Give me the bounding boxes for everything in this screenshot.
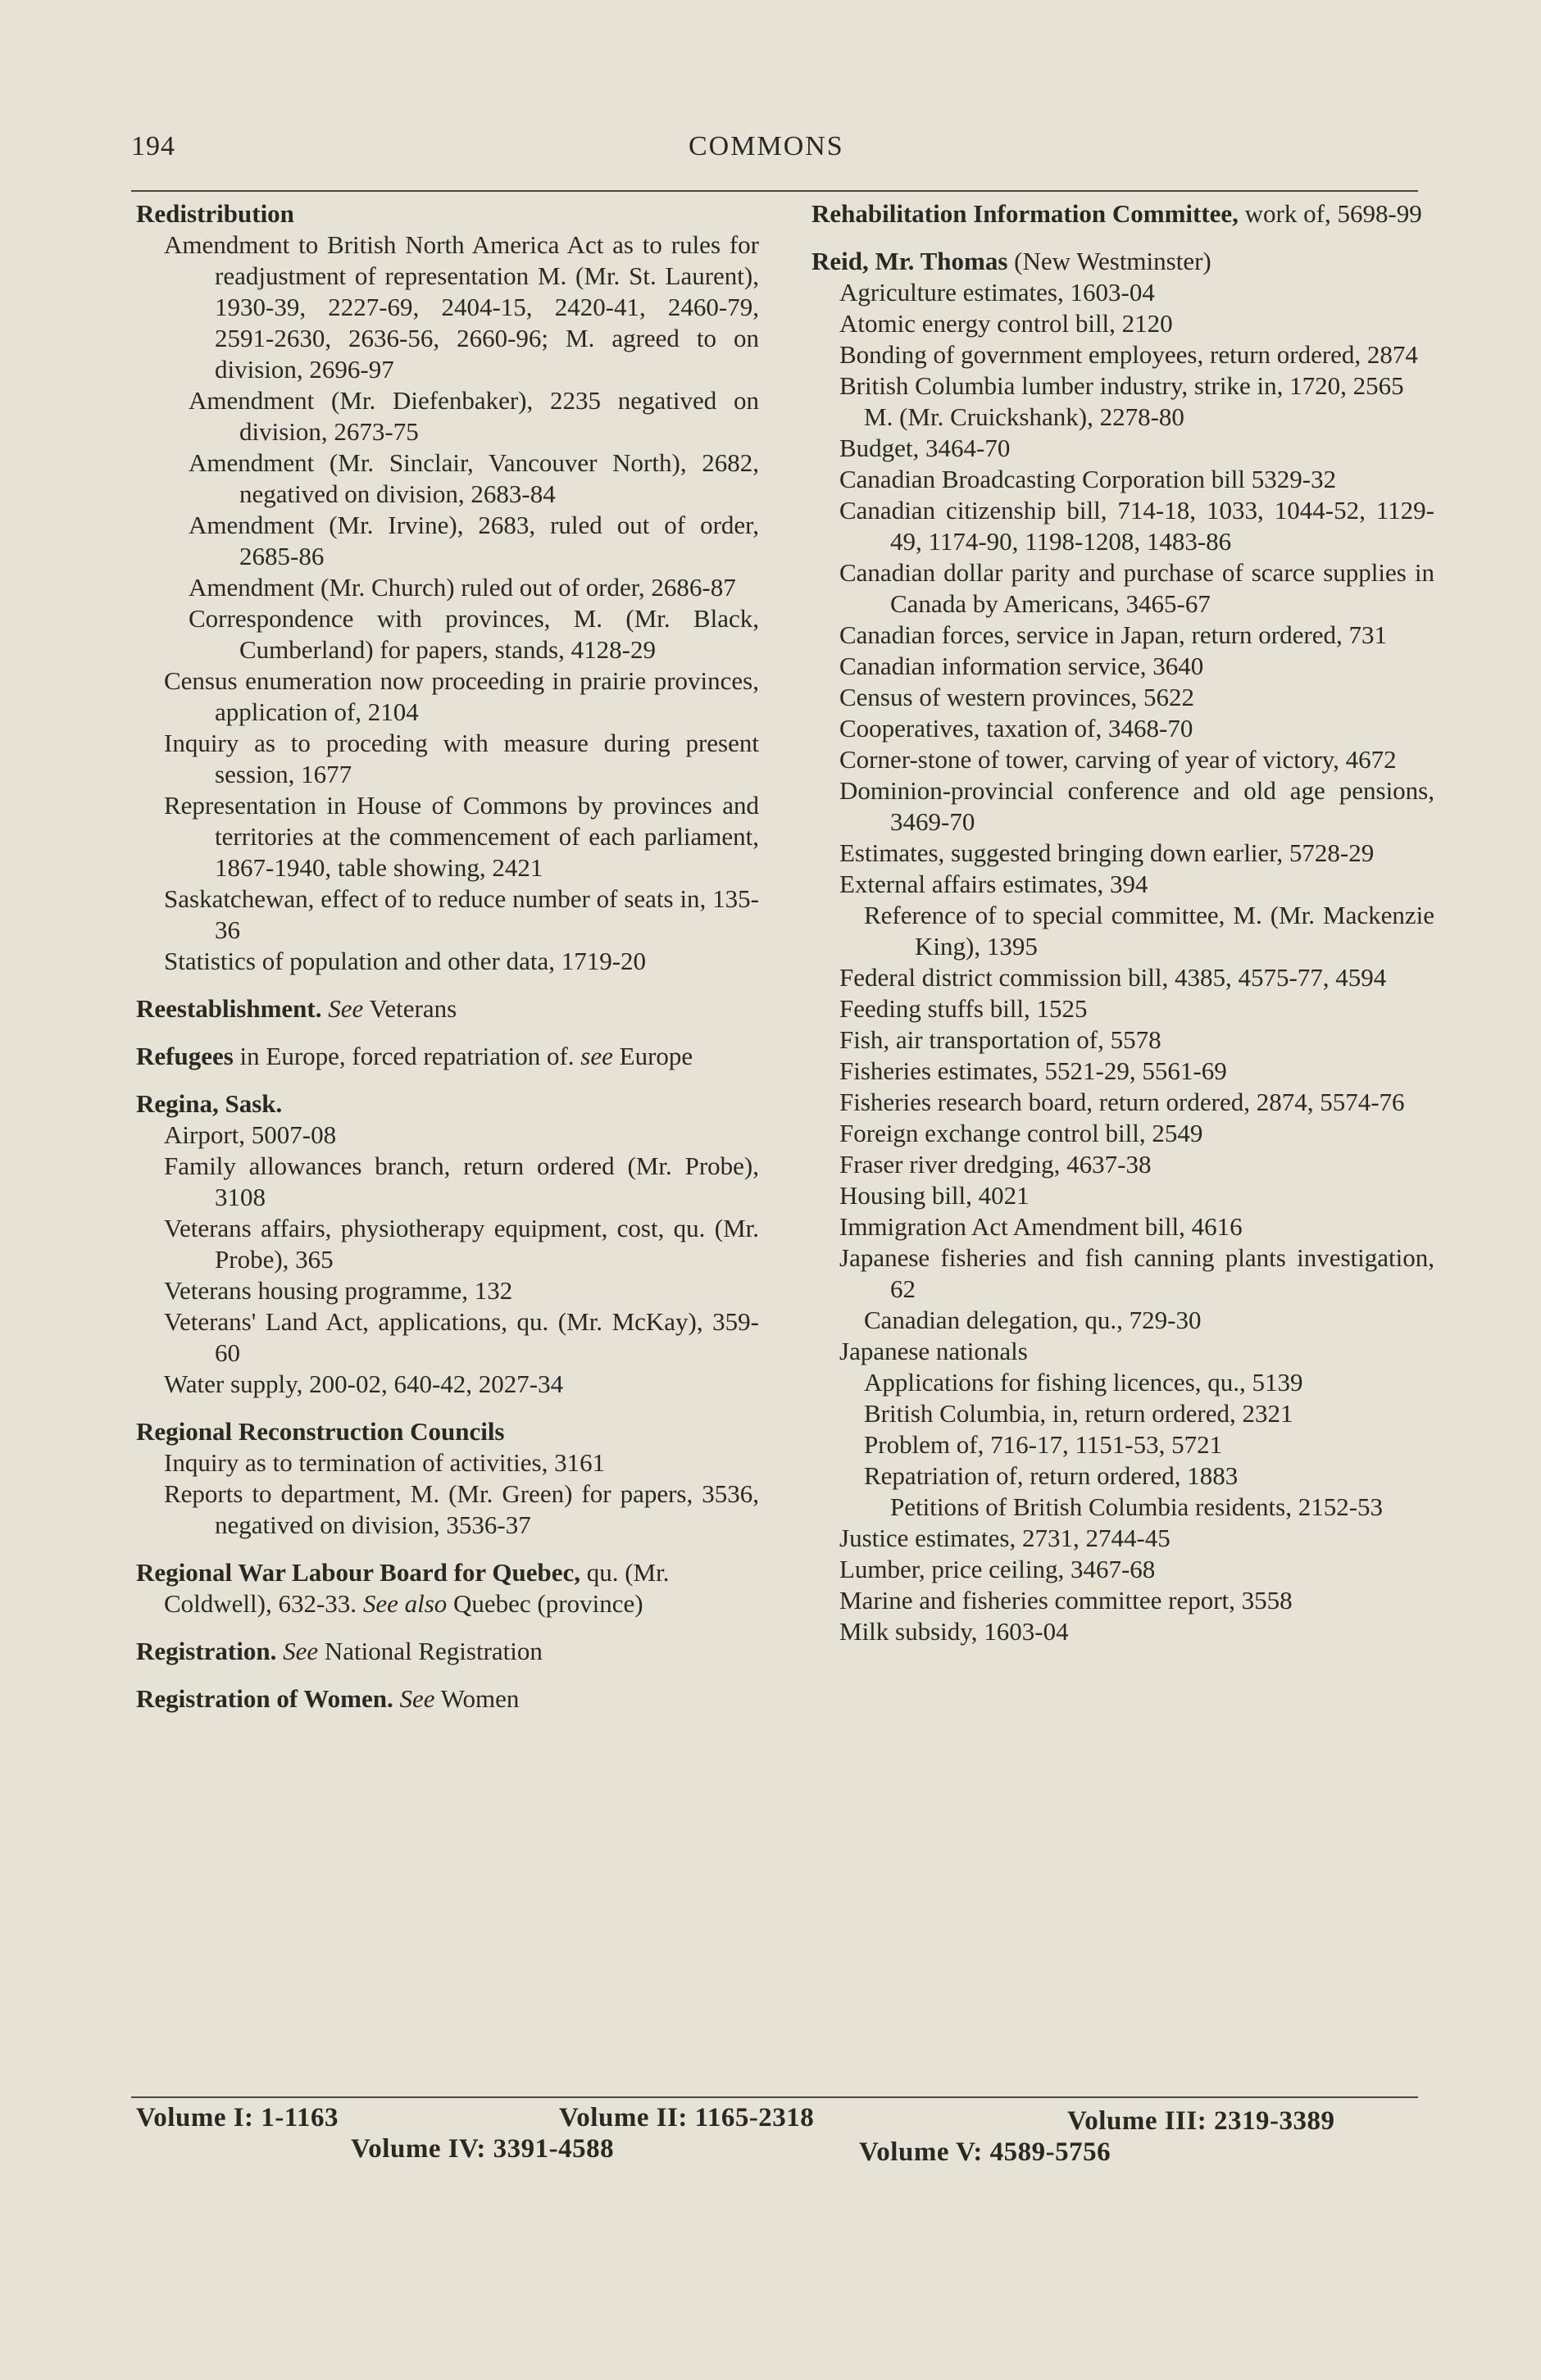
subentry: Canadian citizenship bill, 714-18, 1033, 1044-52, 1129-49, 1174-90, 1198-1208, 1483-86: [839, 496, 1434, 556]
subentry: M. (Mr. Cruickshank), 2278-80: [864, 402, 1184, 431]
subentry: Reference of to special committee, M. (Mr. Mackenzie King), 1395: [864, 901, 1434, 961]
entry-heading: [136, 1636, 759, 1667]
entry-heading: [136, 1557, 759, 1619]
entry-heading-term: Regional War Labour Board for Quebec,: [136, 1558, 580, 1587]
subentry: Agriculture estimates, 1603-04: [839, 278, 1155, 307]
subentry: Canadian Broadcasting Corporation bill 5329-32: [839, 465, 1337, 493]
subentry: Marine and fisheries committee report, 3558: [839, 1586, 1293, 1615]
subentry: Canadian delegation, qu., 729-30: [864, 1306, 1202, 1334]
subentry: Family allowances branch, return ordered (Mr. Probe), 3108: [164, 1151, 759, 1211]
subentry: Veterans affairs, physiotherapy equipment, cost, qu. (Mr. Probe), 365: [164, 1214, 759, 1274]
entry-heading: [811, 198, 1434, 229]
subentry: Canadian dollar parity and purchase of scarce supplies in Canada by Americans, 3465-67: [839, 558, 1434, 618]
subentry: British Columbia lumber industry, strike in, 1720, 2565: [839, 371, 1404, 400]
entry-heading-detail: in Europe, forced repatriation of. see Europe: [239, 1042, 693, 1070]
subentry: Japanese fisheries and fish canning plants investigation, 62: [839, 1243, 1434, 1303]
header-rule: [131, 190, 1418, 192]
entry-heading-term: Rehabilitation Information Committee,: [811, 199, 1239, 228]
index-entry: [811, 198, 1434, 229]
subentry: Census enumeration now proceeding in prairie provinces, application of, 2104: [164, 666, 759, 726]
subentry: Canadian information service, 3640: [839, 652, 1204, 680]
footer-rule: [131, 2096, 1418, 2098]
subentry: Housing bill, 4021: [839, 1181, 1030, 1210]
subentry: Inquiry as to proceding with measure during present session, 1677: [164, 729, 759, 788]
subentry: Estimates, suggested bringing down earlier, 5728-29: [839, 838, 1375, 867]
index-entry: [136, 1416, 759, 1541]
footer-volume-3: Volume III: 2319-3389: [1067, 2106, 1335, 2136]
subentry: Feeding stuffs bill, 1525: [839, 994, 1088, 1023]
subentry: Amendment (Mr. Sinclair, Vancouver North), 2682, negatived on division, 2683-84: [189, 448, 759, 508]
subentry: Budget, 3464-70: [839, 434, 1011, 462]
entry-heading-detail: See Women: [399, 1684, 520, 1713]
subentry: Petitions of British Columbia residents, 2152-53: [890, 1492, 1384, 1521]
index-entry: [136, 993, 759, 1024]
subentry: Lumber, price ceiling, 3467-68: [839, 1555, 1156, 1583]
entry-heading: [811, 246, 1434, 277]
index-entry: [136, 1088, 759, 1400]
index-entry: [811, 246, 1434, 1647]
page-number: 194: [131, 131, 175, 161]
subentry: Reports to department, M. (Mr. Green) for papers, 3536, negatived on division, 3536-37: [164, 1479, 759, 1539]
footer-volume-4: Volume IV: 3391-4588: [351, 2134, 615, 2164]
entry-heading-term: Registration of Women.: [136, 1684, 393, 1713]
index-entry: [136, 1041, 759, 1072]
entry-heading-term: Refugees: [136, 1042, 234, 1070]
subentry: Justice estimates, 2731, 2744-45: [839, 1524, 1171, 1552]
entry-heading: [136, 1041, 759, 1072]
entry-heading-term: Reestablishment.: [136, 994, 322, 1023]
entry-heading-term: Redistribution: [136, 199, 294, 228]
subentry: Airport, 5007-08: [164, 1120, 337, 1149]
subentry: Fish, air transportation of, 5578: [839, 1025, 1161, 1054]
subentry: Fraser river dredging, 4637-38: [839, 1150, 1152, 1179]
entry-heading-term: Regional Reconstruction Councils: [136, 1417, 505, 1446]
right-index-column: [811, 198, 1434, 1647]
subentry: Veterans' Land Act, applications, qu. (Mr. McKay), 359-60: [164, 1307, 759, 1367]
entry-heading-detail: See National Registration: [283, 1637, 543, 1665]
entry-heading-detail: (New Westminster): [1014, 247, 1211, 275]
subentry: Water supply, 200-02, 640-42, 2027-34: [164, 1369, 564, 1398]
index-entry: [136, 1683, 759, 1715]
subentry: Problem of, 716-17, 1151-53, 5721: [864, 1430, 1223, 1459]
index-entry: [136, 1636, 759, 1667]
subentry: Foreign exchange control bill, 2549: [839, 1119, 1203, 1147]
subentry: Bonding of government employees, return ordered, 2874: [839, 340, 1418, 369]
entry-heading: [136, 993, 759, 1024]
entry-heading-detail: work of, 5698-99: [1244, 199, 1422, 228]
subentry: Correspondence with provinces, M. (Mr. Black, Cumberland) for papers, stands, 4128-29: [189, 604, 759, 664]
subentry: British Columbia, in, return ordered, 2321: [864, 1399, 1293, 1428]
subentry: Amendment (Mr. Church) ruled out of order, 2686-87: [189, 573, 736, 602]
footer-volume-5: Volume V: 4589-5756: [859, 2137, 1111, 2167]
entry-heading-term: Registration.: [136, 1637, 277, 1665]
subentry: Federal district commission bill, 4385, 4575-77, 4594: [839, 963, 1387, 992]
subentry: Statistics of population and other data, 1719-20: [164, 947, 647, 975]
running-title: COMMONS: [689, 131, 844, 161]
subentry: External affairs estimates, 394: [839, 870, 1148, 898]
entry-heading: [136, 1416, 759, 1447]
subentry: Amendment to British North America Act as to rules for readjustment of representation M. (Mr. St. Laurent), 1930-39, 2227-69, 2404-15, 2420-41, 2460-79, 2591-2630, 2636-56, 2660-96; M. agreed to on division, 2696-97: [164, 230, 759, 384]
subentry: Milk subsidy, 1603-04: [839, 1617, 1069, 1646]
subentry: Fisheries estimates, 5521-29, 5561-69: [839, 1056, 1227, 1085]
subentry: Veterans housing programme, 132: [164, 1276, 513, 1305]
entry-heading-term: Reid, Mr. Thomas: [811, 247, 1008, 275]
entry-heading-term: Regina, Sask.: [136, 1089, 283, 1118]
subentry: Repatriation of, return ordered, 1883: [864, 1461, 1239, 1490]
entry-heading-detail: qu. (Mr. Coldwell), 632-33. See also Quebec (province): [164, 1558, 670, 1618]
subentry: Census of western provinces, 5622: [839, 683, 1195, 711]
subentry: Applications for fishing licences, qu., 5139: [864, 1368, 1303, 1397]
index-entry: [136, 1557, 759, 1619]
subentry: Amendment (Mr. Diefenbaker), 2235 negatived on division, 2673-75: [189, 386, 759, 446]
subentry: Atomic energy control bill, 2120: [839, 309, 1173, 338]
entry-heading: [136, 198, 759, 229]
index-entry: [136, 198, 759, 977]
subentry: Cooperatives, taxation of, 3468-70: [839, 714, 1193, 743]
subentry: Saskatchewan, effect of to reduce number of seats in, 135-36: [164, 884, 759, 944]
entry-heading-detail: See Veterans: [328, 994, 457, 1023]
subentry: Immigration Act Amendment bill, 4616: [839, 1212, 1243, 1241]
subentry: Representation in House of Commons by provinces and territories at the commencement of each parliament, 1867-1940, table showing, 2421: [164, 791, 759, 882]
entry-heading: [136, 1088, 759, 1120]
subentry: Amendment (Mr. Irvine), 2683, ruled out of order, 2685-86: [189, 511, 759, 570]
entry-heading: [136, 1683, 759, 1715]
left-index-column: [136, 198, 759, 1715]
footer-volume-1: Volume I: 1-1163: [136, 2103, 339, 2132]
subentry: Canadian forces, service in Japan, return ordered, 731: [839, 620, 1387, 649]
subentry: Fisheries research board, return ordered, 2874, 5574-76: [839, 1088, 1405, 1116]
subentry: Dominion-provincial conference and old age pensions, 3469-70: [839, 776, 1434, 836]
footer-volume-2: Volume II: 1165-2318: [559, 2103, 815, 2132]
subentry: Corner-stone of tower, carving of year of victory, 4672: [839, 745, 1397, 774]
subentry: Japanese nationals: [839, 1337, 1028, 1365]
subentry: Inquiry as to termination of activities, 3161: [164, 1448, 606, 1477]
